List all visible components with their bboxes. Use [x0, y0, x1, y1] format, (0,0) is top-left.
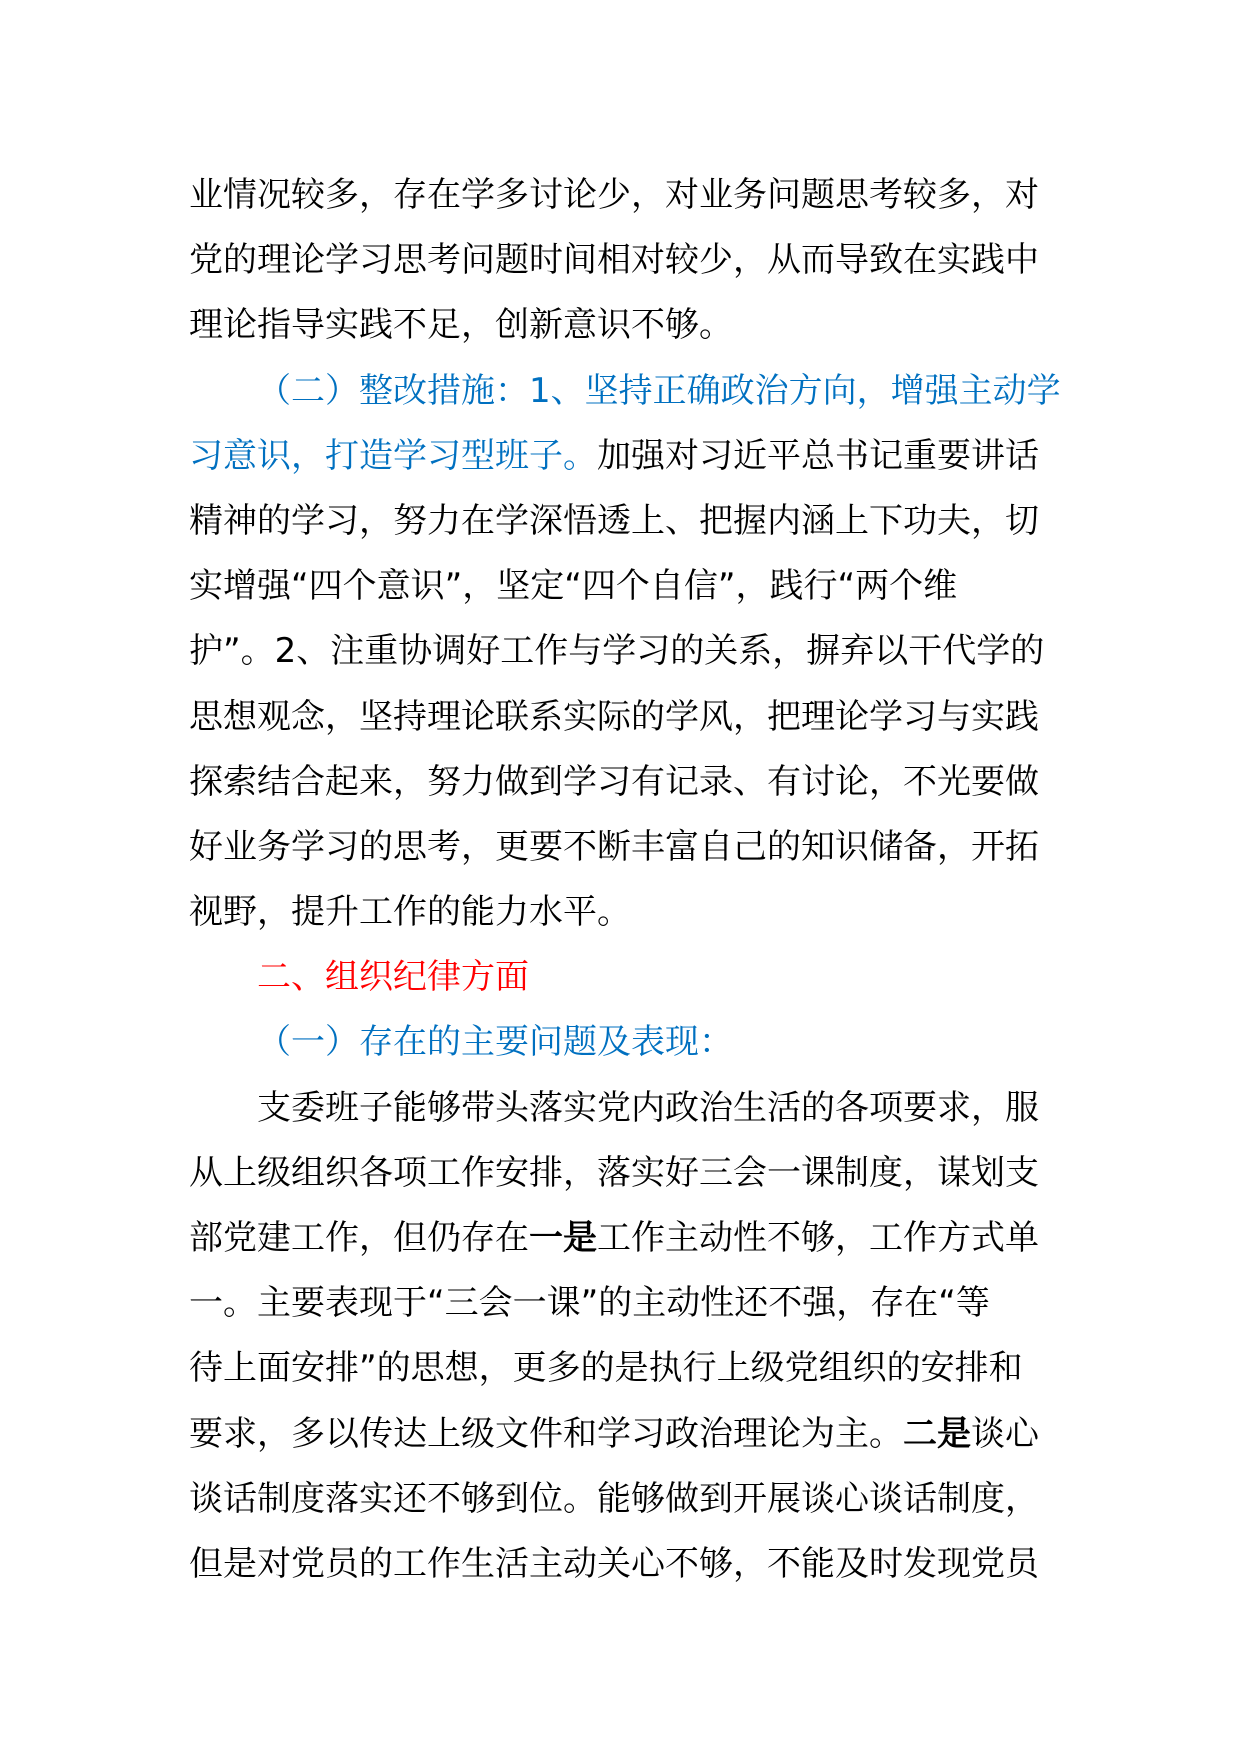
text-run: 党的理论学习思考问题时间相对较少，从而导致在实践中	[189, 240, 1039, 281]
text-run: 部党建工作，但仍存在	[189, 1218, 529, 1258]
paragraph-line	[189, 1336, 1059, 1401]
text-run: 从上级组织各项工作安排，落实好三会一课制度，谋划支	[189, 1152, 1039, 1193]
paragraph-line	[189, 228, 1059, 293]
paragraph-line	[189, 1467, 1059, 1532]
paragraph-line	[189, 750, 1059, 815]
section-heading	[189, 945, 1059, 1010]
subheading-text: 习意识，打造学习型班子。	[189, 435, 597, 476]
text-run: 支委班子能够带头落实党内政治生活的各项要求，服	[257, 1087, 1039, 1128]
section-heading-text: 二、组织纪律方面	[257, 957, 529, 998]
paragraph-line	[189, 815, 1059, 880]
paragraph-line	[189, 1402, 1059, 1467]
text-run: 业情况较多，存在学多讨论少，对业务问题思考较多，对	[189, 175, 1039, 215]
paragraph-line	[189, 424, 1059, 489]
paragraph-line	[189, 1206, 1059, 1271]
paragraph-line	[189, 554, 1059, 619]
text-run: 要求，多以传达上级文件和学习政治理论为主。	[189, 1413, 903, 1454]
subheading-text: （一）存在的主要问题及表现：	[257, 1022, 733, 1063]
subheading-text: （二）整改措施：1、坚持正确政治方向，增强主动学	[257, 370, 1061, 411]
problems-subheading	[189, 1010, 1059, 1075]
text-run: 精神的学习，努力在学深悟透上、把握内涵上下功夫，切	[189, 500, 1039, 541]
text-run: 但是对党员的工作生活主动关心不够，不能及时发现党员	[189, 1543, 1039, 1584]
emphasis-text: 一是	[529, 1218, 597, 1258]
paragraph-line	[189, 1141, 1059, 1206]
paragraph-line	[189, 880, 1059, 945]
paragraph-line	[189, 619, 1059, 684]
text-run: 思想观念，坚持理论联系实际的学风，把理论学习与实践	[189, 696, 1039, 737]
rectification-measures-heading	[189, 359, 1059, 424]
text-run: 加强对习近平总书记重要讲话	[597, 435, 1039, 476]
document-body	[189, 163, 1059, 1597]
text-run: 探索结合起来，努力做到学习有记录、有讨论，不光要做	[189, 761, 1039, 802]
text-run: 待上面安排”的思想，更多的是执行上级党组织的安排和	[189, 1348, 1023, 1389]
paragraph-line	[189, 685, 1059, 750]
paragraph-line	[189, 293, 1059, 358]
paragraph-line	[189, 1271, 1059, 1336]
text-run: 护”。2、注重协调好工作与学习的关系，摒弃以干代学的	[189, 631, 1045, 672]
text-run: 工作主动性不够，工作方式单	[597, 1218, 1039, 1258]
text-run: 理论指导实践不足，创新意识不够。	[189, 305, 733, 346]
text-run: 视野，提升工作的能力水平。	[189, 892, 631, 933]
paragraph-line	[189, 163, 1059, 228]
paragraph-line	[189, 1532, 1059, 1597]
text-run: 好业务学习的思考，更要不断丰富自己的知识储备，开拓	[189, 826, 1039, 867]
emphasis-text: 二是	[903, 1413, 971, 1454]
text-run: 实增强“四个意识”，坚定“四个自信”，践行“两个维	[189, 566, 958, 607]
paragraph-line	[189, 1076, 1059, 1141]
paragraph-line	[189, 489, 1059, 554]
text-run: 谈心	[971, 1413, 1039, 1454]
text-run: 谈话制度落实还不够到位。能够做到开展谈心谈话制度，	[189, 1478, 1039, 1519]
text-run: 一。主要表现于“三会一课”的主动性还不强，存在“等	[189, 1283, 990, 1324]
